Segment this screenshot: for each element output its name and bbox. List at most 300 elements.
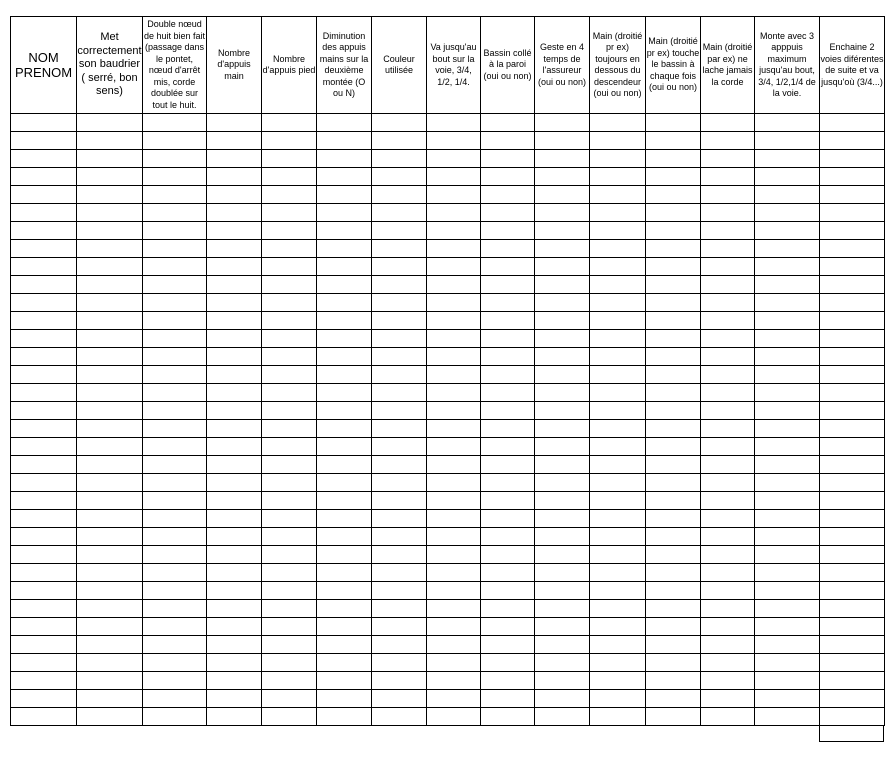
- table-cell[interactable]: [701, 276, 755, 294]
- table-cell[interactable]: [535, 258, 590, 276]
- table-cell[interactable]: [143, 312, 207, 330]
- table-cell[interactable]: [207, 312, 262, 330]
- table-cell[interactable]: [207, 636, 262, 654]
- table-cell[interactable]: [317, 420, 372, 438]
- table-cell[interactable]: [11, 312, 77, 330]
- table-cell[interactable]: [590, 402, 646, 420]
- table-cell[interactable]: [701, 456, 755, 474]
- table-cell[interactable]: [262, 150, 317, 168]
- table-cell[interactable]: [820, 438, 885, 456]
- table-cell[interactable]: [11, 348, 77, 366]
- table-cell[interactable]: [207, 474, 262, 492]
- table-cell[interactable]: [755, 258, 820, 276]
- table-cell[interactable]: [143, 618, 207, 636]
- table-cell[interactable]: [372, 420, 427, 438]
- table-cell[interactable]: [317, 690, 372, 708]
- table-cell[interactable]: [701, 384, 755, 402]
- table-cell[interactable]: [646, 312, 701, 330]
- table-cell[interactable]: [590, 564, 646, 582]
- table-cell[interactable]: [820, 474, 885, 492]
- table-cell[interactable]: [262, 492, 317, 510]
- table-cell[interactable]: [820, 636, 885, 654]
- table-cell[interactable]: [372, 564, 427, 582]
- table-cell[interactable]: [143, 690, 207, 708]
- table-cell[interactable]: [77, 438, 143, 456]
- table-cell[interactable]: [481, 132, 535, 150]
- table-cell[interactable]: [701, 132, 755, 150]
- table-cell[interactable]: [590, 186, 646, 204]
- table-cell[interactable]: [481, 492, 535, 510]
- table-cell[interactable]: [755, 708, 820, 726]
- table-cell[interactable]: [535, 330, 590, 348]
- table-cell[interactable]: [481, 582, 535, 600]
- table-cell[interactable]: [535, 618, 590, 636]
- table-cell[interactable]: [481, 510, 535, 528]
- table-cell[interactable]: [701, 636, 755, 654]
- table-cell[interactable]: [820, 654, 885, 672]
- table-cell[interactable]: [317, 492, 372, 510]
- table-cell[interactable]: [207, 222, 262, 240]
- table-cell[interactable]: [143, 384, 207, 402]
- table-cell[interactable]: [77, 312, 143, 330]
- table-cell[interactable]: [11, 618, 77, 636]
- table-cell[interactable]: [427, 654, 481, 672]
- table-cell[interactable]: [535, 582, 590, 600]
- table-cell[interactable]: [481, 528, 535, 546]
- table-cell[interactable]: [755, 564, 820, 582]
- table-cell[interactable]: [590, 204, 646, 222]
- table-cell[interactable]: [317, 654, 372, 672]
- table-cell[interactable]: [646, 510, 701, 528]
- table-cell[interactable]: [77, 258, 143, 276]
- table-cell[interactable]: [317, 150, 372, 168]
- table-cell[interactable]: [77, 348, 143, 366]
- table-cell[interactable]: [535, 402, 590, 420]
- table-cell[interactable]: [427, 114, 481, 132]
- table-cell[interactable]: [755, 276, 820, 294]
- table-cell[interactable]: [372, 546, 427, 564]
- table-cell[interactable]: [755, 492, 820, 510]
- table-cell[interactable]: [262, 654, 317, 672]
- table-cell[interactable]: [262, 294, 317, 312]
- table-cell[interactable]: [262, 114, 317, 132]
- table-cell[interactable]: [372, 708, 427, 726]
- table-cell[interactable]: [820, 492, 885, 510]
- table-cell[interactable]: [317, 546, 372, 564]
- table-cell[interactable]: [11, 258, 77, 276]
- table-cell[interactable]: [590, 690, 646, 708]
- table-cell[interactable]: [535, 672, 590, 690]
- table-cell[interactable]: [590, 420, 646, 438]
- table-cell[interactable]: [481, 708, 535, 726]
- table-cell[interactable]: [317, 474, 372, 492]
- table-cell[interactable]: [77, 564, 143, 582]
- table-cell[interactable]: [427, 582, 481, 600]
- table-cell[interactable]: [372, 114, 427, 132]
- table-cell[interactable]: [262, 240, 317, 258]
- table-cell[interactable]: [427, 510, 481, 528]
- table-cell[interactable]: [701, 690, 755, 708]
- table-cell[interactable]: [535, 312, 590, 330]
- table-cell[interactable]: [535, 420, 590, 438]
- table-cell[interactable]: [590, 330, 646, 348]
- table-cell[interactable]: [427, 186, 481, 204]
- table-cell[interactable]: [590, 132, 646, 150]
- table-cell[interactable]: [701, 618, 755, 636]
- table-cell[interactable]: [590, 636, 646, 654]
- table-cell[interactable]: [372, 384, 427, 402]
- table-cell[interactable]: [427, 618, 481, 636]
- table-cell[interactable]: [646, 492, 701, 510]
- table-cell[interactable]: [262, 222, 317, 240]
- table-cell[interactable]: [262, 276, 317, 294]
- table-cell[interactable]: [372, 492, 427, 510]
- table-cell[interactable]: [590, 312, 646, 330]
- table-cell[interactable]: [207, 672, 262, 690]
- table-cell[interactable]: [207, 132, 262, 150]
- table-cell[interactable]: [11, 582, 77, 600]
- table-cell[interactable]: [143, 402, 207, 420]
- table-cell[interactable]: [372, 150, 427, 168]
- table-cell[interactable]: [372, 330, 427, 348]
- table-cell[interactable]: [755, 204, 820, 222]
- table-cell[interactable]: [481, 222, 535, 240]
- table-cell[interactable]: [427, 600, 481, 618]
- table-cell[interactable]: [755, 186, 820, 204]
- table-cell[interactable]: [481, 294, 535, 312]
- table-cell[interactable]: [481, 258, 535, 276]
- table-cell[interactable]: [427, 564, 481, 582]
- table-cell[interactable]: [11, 708, 77, 726]
- table-cell[interactable]: [11, 564, 77, 582]
- table-cell[interactable]: [590, 438, 646, 456]
- table-cell[interactable]: [646, 618, 701, 636]
- table-cell[interactable]: [646, 222, 701, 240]
- table-cell[interactable]: [755, 330, 820, 348]
- table-cell[interactable]: [590, 168, 646, 186]
- table-cell[interactable]: [701, 564, 755, 582]
- table-cell[interactable]: [701, 312, 755, 330]
- table-cell[interactable]: [77, 672, 143, 690]
- table-cell[interactable]: [481, 564, 535, 582]
- table-cell[interactable]: [372, 618, 427, 636]
- table-cell[interactable]: [755, 636, 820, 654]
- table-cell[interactable]: [646, 168, 701, 186]
- table-cell[interactable]: [820, 204, 885, 222]
- table-cell[interactable]: [755, 474, 820, 492]
- table-cell[interactable]: [207, 294, 262, 312]
- table-cell[interactable]: [535, 186, 590, 204]
- table-cell[interactable]: [820, 420, 885, 438]
- table-cell[interactable]: [701, 708, 755, 726]
- table-cell[interactable]: [646, 366, 701, 384]
- table-cell[interactable]: [646, 474, 701, 492]
- table-cell[interactable]: [755, 420, 820, 438]
- table-cell[interactable]: [481, 474, 535, 492]
- table-cell[interactable]: [481, 456, 535, 474]
- table-cell[interactable]: [535, 708, 590, 726]
- table-cell[interactable]: [590, 348, 646, 366]
- table-cell[interactable]: [207, 186, 262, 204]
- table-cell[interactable]: [262, 312, 317, 330]
- table-cell[interactable]: [317, 510, 372, 528]
- table-cell[interactable]: [77, 276, 143, 294]
- table-cell[interactable]: [755, 510, 820, 528]
- table-cell[interactable]: [535, 114, 590, 132]
- table-cell[interactable]: [427, 402, 481, 420]
- table-cell[interactable]: [262, 330, 317, 348]
- table-cell[interactable]: [317, 114, 372, 132]
- table-cell[interactable]: [207, 438, 262, 456]
- table-cell[interactable]: [317, 582, 372, 600]
- table-cell[interactable]: [535, 510, 590, 528]
- table-cell[interactable]: [372, 204, 427, 222]
- table-cell[interactable]: [11, 132, 77, 150]
- table-cell[interactable]: [481, 186, 535, 204]
- table-cell[interactable]: [207, 384, 262, 402]
- table-cell[interactable]: [535, 366, 590, 384]
- table-cell[interactable]: [646, 294, 701, 312]
- table-cell[interactable]: [755, 312, 820, 330]
- table-cell[interactable]: [207, 330, 262, 348]
- table-cell[interactable]: [481, 690, 535, 708]
- table-cell[interactable]: [755, 528, 820, 546]
- table-cell[interactable]: [427, 636, 481, 654]
- table-cell[interactable]: [481, 636, 535, 654]
- table-cell[interactable]: [143, 168, 207, 186]
- table-cell[interactable]: [481, 150, 535, 168]
- table-cell[interactable]: [317, 564, 372, 582]
- table-cell[interactable]: [372, 186, 427, 204]
- table-cell[interactable]: [427, 222, 481, 240]
- table-cell[interactable]: [11, 528, 77, 546]
- table-cell[interactable]: [535, 222, 590, 240]
- table-cell[interactable]: [535, 150, 590, 168]
- table-cell[interactable]: [11, 690, 77, 708]
- table-cell[interactable]: [262, 168, 317, 186]
- table-cell[interactable]: [646, 330, 701, 348]
- table-cell[interactable]: [701, 258, 755, 276]
- table-cell[interactable]: [701, 168, 755, 186]
- table-cell[interactable]: [590, 492, 646, 510]
- table-cell[interactable]: [77, 330, 143, 348]
- table-cell[interactable]: [646, 150, 701, 168]
- table-cell[interactable]: [590, 618, 646, 636]
- table-cell[interactable]: [646, 654, 701, 672]
- table-cell[interactable]: [646, 582, 701, 600]
- table-cell[interactable]: [11, 456, 77, 474]
- table-cell[interactable]: [590, 582, 646, 600]
- table-cell[interactable]: [820, 510, 885, 528]
- table-cell[interactable]: [481, 366, 535, 384]
- table-cell[interactable]: [77, 168, 143, 186]
- table-cell[interactable]: [372, 348, 427, 366]
- table-cell[interactable]: [11, 636, 77, 654]
- table-cell[interactable]: [262, 402, 317, 420]
- table-cell[interactable]: [317, 222, 372, 240]
- table-cell[interactable]: [317, 186, 372, 204]
- table-cell[interactable]: [11, 510, 77, 528]
- table-cell[interactable]: [207, 582, 262, 600]
- table-cell[interactable]: [143, 582, 207, 600]
- table-cell[interactable]: [317, 708, 372, 726]
- table-cell[interactable]: [11, 366, 77, 384]
- table-cell[interactable]: [317, 618, 372, 636]
- table-cell[interactable]: [372, 294, 427, 312]
- table-cell[interactable]: [372, 600, 427, 618]
- table-cell[interactable]: [701, 474, 755, 492]
- table-cell[interactable]: [317, 240, 372, 258]
- table-cell[interactable]: [701, 294, 755, 312]
- table-cell[interactable]: [535, 132, 590, 150]
- table-cell[interactable]: [590, 546, 646, 564]
- table-cell[interactable]: [755, 240, 820, 258]
- table-cell[interactable]: [646, 258, 701, 276]
- table-cell[interactable]: [535, 492, 590, 510]
- table-cell[interactable]: [481, 438, 535, 456]
- table-cell[interactable]: [701, 402, 755, 420]
- table-cell[interactable]: [590, 600, 646, 618]
- table-cell[interactable]: [646, 456, 701, 474]
- table-cell[interactable]: [755, 294, 820, 312]
- table-cell[interactable]: [427, 528, 481, 546]
- table-cell[interactable]: [427, 150, 481, 168]
- trailing-cell[interactable]: [819, 725, 884, 742]
- table-cell[interactable]: [143, 150, 207, 168]
- table-cell[interactable]: [755, 402, 820, 420]
- table-cell[interactable]: [262, 690, 317, 708]
- table-cell[interactable]: [755, 348, 820, 366]
- table-cell[interactable]: [317, 456, 372, 474]
- table-cell[interactable]: [11, 402, 77, 420]
- table-cell[interactable]: [207, 600, 262, 618]
- table-cell[interactable]: [317, 636, 372, 654]
- table-cell[interactable]: [755, 132, 820, 150]
- table-cell[interactable]: [317, 258, 372, 276]
- table-cell[interactable]: [77, 240, 143, 258]
- table-cell[interactable]: [207, 510, 262, 528]
- table-cell[interactable]: [535, 654, 590, 672]
- table-cell[interactable]: [372, 654, 427, 672]
- table-cell[interactable]: [317, 204, 372, 222]
- table-cell[interactable]: [207, 492, 262, 510]
- table-cell[interactable]: [481, 114, 535, 132]
- table-cell[interactable]: [143, 366, 207, 384]
- table-cell[interactable]: [701, 546, 755, 564]
- table-cell[interactable]: [77, 492, 143, 510]
- table-cell[interactable]: [427, 168, 481, 186]
- table-cell[interactable]: [77, 204, 143, 222]
- table-cell[interactable]: [820, 366, 885, 384]
- table-cell[interactable]: [481, 276, 535, 294]
- table-cell[interactable]: [207, 564, 262, 582]
- table-cell[interactable]: [262, 420, 317, 438]
- table-cell[interactable]: [77, 474, 143, 492]
- table-cell[interactable]: [646, 546, 701, 564]
- table-cell[interactable]: [372, 402, 427, 420]
- table-cell[interactable]: [11, 114, 77, 132]
- table-cell[interactable]: [317, 168, 372, 186]
- table-cell[interactable]: [481, 546, 535, 564]
- table-cell[interactable]: [207, 114, 262, 132]
- table-cell[interactable]: [11, 600, 77, 618]
- table-cell[interactable]: [701, 438, 755, 456]
- table-cell[interactable]: [11, 294, 77, 312]
- table-cell[interactable]: [701, 204, 755, 222]
- table-cell[interactable]: [820, 150, 885, 168]
- table-cell[interactable]: [317, 294, 372, 312]
- table-cell[interactable]: [77, 690, 143, 708]
- table-cell[interactable]: [77, 528, 143, 546]
- table-cell[interactable]: [262, 600, 317, 618]
- table-cell[interactable]: [427, 456, 481, 474]
- table-cell[interactable]: [77, 582, 143, 600]
- table-cell[interactable]: [77, 222, 143, 240]
- table-cell[interactable]: [207, 618, 262, 636]
- table-cell[interactable]: [77, 294, 143, 312]
- table-cell[interactable]: [820, 348, 885, 366]
- table-cell[interactable]: [317, 402, 372, 420]
- table-cell[interactable]: [427, 204, 481, 222]
- table-cell[interactable]: [11, 474, 77, 492]
- table-cell[interactable]: [755, 114, 820, 132]
- table-cell[interactable]: [535, 384, 590, 402]
- table-cell[interactable]: [646, 636, 701, 654]
- table-cell[interactable]: [143, 132, 207, 150]
- table-cell[interactable]: [481, 312, 535, 330]
- table-cell[interactable]: [77, 600, 143, 618]
- table-cell[interactable]: [820, 330, 885, 348]
- table-cell[interactable]: [143, 114, 207, 132]
- table-cell[interactable]: [590, 114, 646, 132]
- table-cell[interactable]: [646, 438, 701, 456]
- table-cell[interactable]: [646, 690, 701, 708]
- table-cell[interactable]: [590, 276, 646, 294]
- table-cell[interactable]: [590, 258, 646, 276]
- table-cell[interactable]: [535, 690, 590, 708]
- table-cell[interactable]: [590, 672, 646, 690]
- table-cell[interactable]: [143, 330, 207, 348]
- table-cell[interactable]: [481, 348, 535, 366]
- table-cell[interactable]: [646, 186, 701, 204]
- table-cell[interactable]: [646, 132, 701, 150]
- table-cell[interactable]: [11, 330, 77, 348]
- table-cell[interactable]: [317, 348, 372, 366]
- table-cell[interactable]: [207, 402, 262, 420]
- table-cell[interactable]: [207, 456, 262, 474]
- table-cell[interactable]: [11, 240, 77, 258]
- table-cell[interactable]: [372, 240, 427, 258]
- table-cell[interactable]: [143, 474, 207, 492]
- table-cell[interactable]: [590, 510, 646, 528]
- table-cell[interactable]: [820, 168, 885, 186]
- table-cell[interactable]: [646, 348, 701, 366]
- table-cell[interactable]: [427, 672, 481, 690]
- table-cell[interactable]: [590, 456, 646, 474]
- table-cell[interactable]: [535, 168, 590, 186]
- table-cell[interactable]: [207, 366, 262, 384]
- table-cell[interactable]: [11, 672, 77, 690]
- table-cell[interactable]: [372, 672, 427, 690]
- table-cell[interactable]: [701, 222, 755, 240]
- table-cell[interactable]: [317, 330, 372, 348]
- table-cell[interactable]: [207, 528, 262, 546]
- table-cell[interactable]: [77, 636, 143, 654]
- table-cell[interactable]: [820, 276, 885, 294]
- table-cell[interactable]: [143, 276, 207, 294]
- table-cell[interactable]: [590, 528, 646, 546]
- table-cell[interactable]: [262, 510, 317, 528]
